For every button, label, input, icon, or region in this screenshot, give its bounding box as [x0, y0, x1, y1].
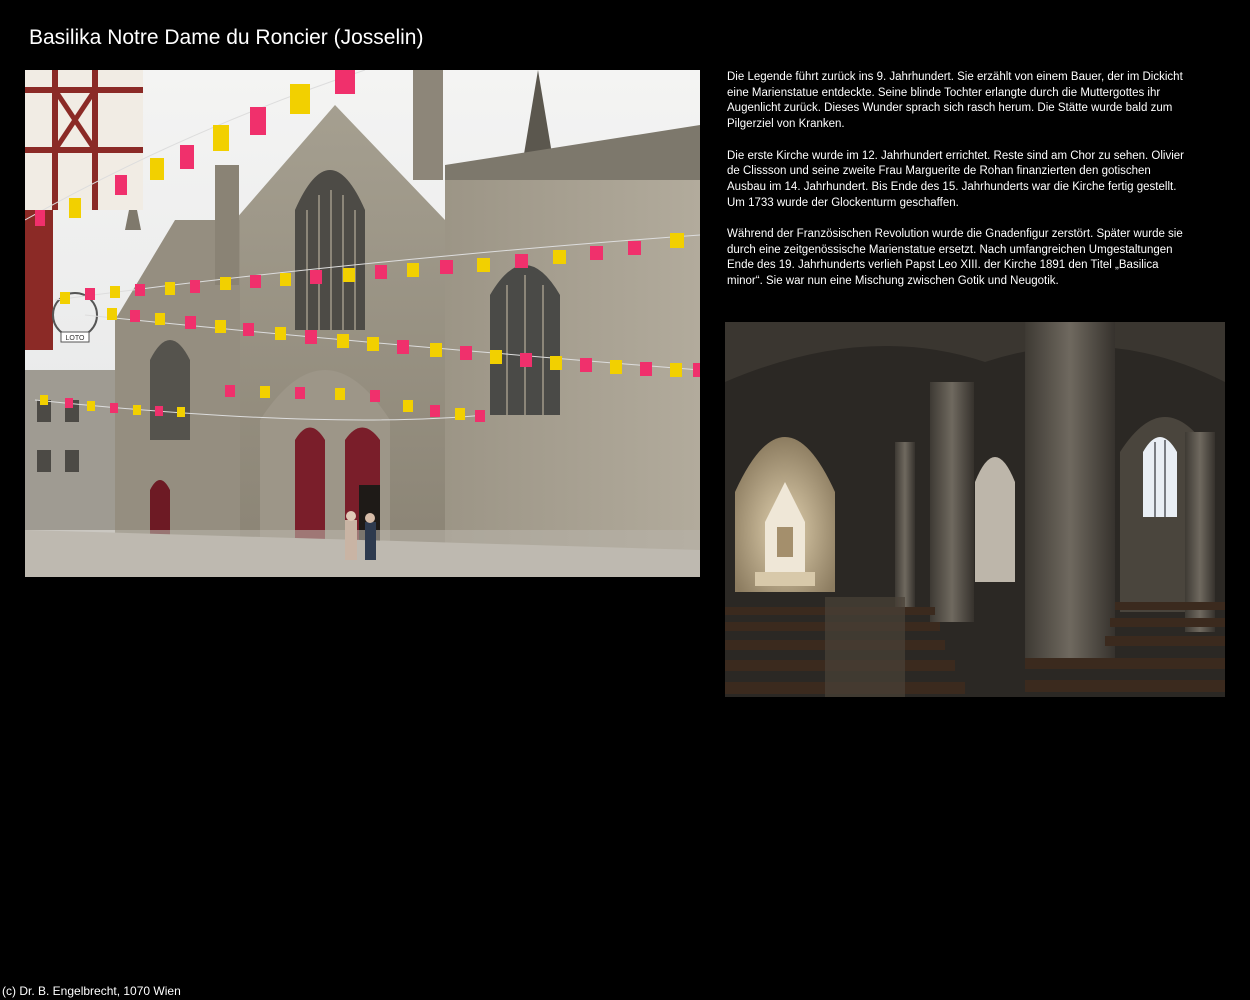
church-interior-image [725, 322, 1225, 697]
page-title: Basilika Notre Dame du Roncier (Josselin) [29, 26, 424, 49]
description-paragraph: Die erste Kirche wurde im 12. Jahrhundert errichtet. Reste sind am Chor zu sehen. Olivier de Clissson und seine zweite Frau Marguerite de Rohan finanzierten den gotischen Ausbau im 14. Jahrhundert. Bis Ende des 15. Jahrhunderts war die Kirche fertig gestellt. Um 1733 wurde der Glockenturm geschaffen. [727, 149, 1185, 209]
description-text [727, 70, 1187, 306]
copyright-footer: (c) Dr. B. Engelbrecht, 1070 Wien [2, 984, 181, 998]
church-exterior-image [25, 70, 700, 577]
church-exterior-photo[interactable] [25, 70, 700, 577]
church-interior-photo[interactable] [725, 322, 1225, 697]
sign-text: LOTO [65, 335, 85, 342]
description-paragraph: Während der Französischen Revolution wurde die Gnadenfigur zerstört. Später wurde sie durch eine zeitgenössische Marienstatue ersetzt. Nach umfangreichen Umgestaltungen Ende des 19. Jahrhunderts verlieh Papst Leo XIII. der Kirche 1891 den Titel „Basilica minor“. Sie war nun eine Mischung zwischen Gotik und Neugotik. [727, 228, 1183, 288]
description-paragraph: Die Legende führt zurück ins 9. Jahrhundert. Sie erzählt von einem Bauer, der im Dickicht eine Marienstatue entdeckte. Seine blinde Tochter erlangte durch die Muttergottes ihr Augenlicht zurück. Dieses Wunder sprach sich rasch herum. Die Stätte wurde bald zum Pilgerziel von Kranken. [727, 71, 1183, 131]
